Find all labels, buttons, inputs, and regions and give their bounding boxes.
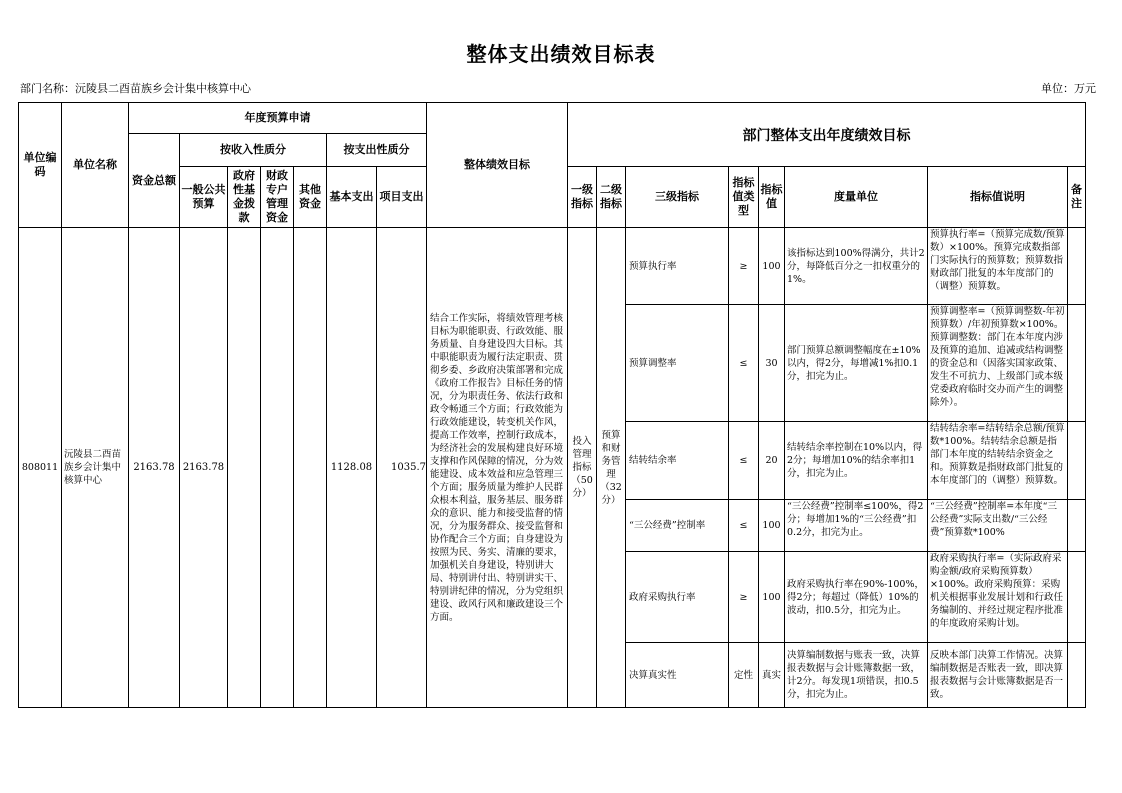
indicator-value: 100: [759, 500, 785, 552]
indicator-type: ≤: [729, 305, 759, 422]
indicator-name: 决算真实性: [626, 643, 729, 708]
indicator-name: 预算调整率: [626, 305, 729, 422]
indicator-name: 政府采购执行率: [626, 552, 729, 643]
header-level2: 二级指标: [597, 167, 626, 228]
indicator-type: ≤: [729, 500, 759, 552]
indicator-value: 100: [759, 228, 785, 305]
header-fiscal-special: 财政专户管理资金: [261, 167, 294, 228]
indicator-desc: 政府采购执行率=（实际政府采购金额/政府采购预算数）×100%。政府采购预算：采购机关根据事业发展计划和行政任务编制的、并经过规定程序批准的年度政府采购计划。: [928, 552, 1068, 643]
indicator-measure: 政府采购执行率在90%-100%，得2分；每超过（降低）10%的波动，扣0.5分，扣完为止。: [785, 552, 928, 643]
indicator-type: ≤: [729, 422, 759, 500]
header-annual-budget: 年度预算申请: [129, 103, 427, 134]
level2-cell: 预算和财务管理（32分）: [597, 228, 626, 708]
currency-unit: 单位：万元: [1041, 82, 1096, 95]
indicator-measure: 部门预算总额调整幅度在±10%以内，得2分，每增减1%扣0.1分，扣完为止。: [785, 305, 928, 422]
unit-name-cell: 沅陵县二酉苗族乡会计集中核算中心: [62, 228, 129, 708]
header-overall-goal: 整体绩效目标: [427, 103, 568, 228]
indicator-desc: 预算执行率=（预算完成数/预算数）×100%。预算完成数指部门实际执行的预算数；预算数指财政部门批复的本年度部门的（调整）预算数。: [928, 228, 1068, 305]
header-level3: 三级指标: [626, 167, 729, 228]
unit-code-cell: 808011: [19, 228, 62, 708]
department-name: 部门名称：沅陵县二酉苗族乡会计集中核算中心: [20, 82, 251, 95]
general-budget-cell: 2163.78: [180, 228, 228, 708]
indicator-name: 预算执行率: [626, 228, 729, 305]
header-total-funds: 资金总额: [129, 134, 180, 228]
basic-expense-cell: 1128.08: [327, 228, 377, 708]
level1-cell: 投入管理指标（50分）: [568, 228, 597, 708]
overall-goal-cell: 结合工作实际，将绩效管理考核目标为职能职责、行政效能、服务质量、自身建设四大目标。其中职能职责为履行法定职责、贯彻乡委、乡政府决策部署和完成《政府工作报告》目标任务的情况，分为职责任务、依法行政和政令畅通三个方面；行政效能为行政效能建设，转变机关作风，提高工作效率，控制行政成本，为经济社会的发展构建良好环境支撑和作风保障的情况，分为效能建设、成本效益和应急管理三个方面；服务质量为维护人民群众根本利益，服务基层、服务群众的意识、能力和接受监督的情况，分为服务群众、接受监督和协作配合三个方面；自身建设为按照为民、务实、清廉的要求，加强机关自身建设，特别讲大局、特别讲付出、特别讲实干、特别讲纪律的情况，分为党组织建设、政风行风和廉政建设三个方面。: [427, 228, 568, 708]
header-other-funds: 其他资金: [294, 167, 327, 228]
indicator-desc: 反映本部门决算工作情况。决算编制数据是否账表一致，即决算报表数据与会计账簿数据是否一致。: [928, 643, 1068, 708]
indicator-remark: [1068, 552, 1086, 643]
header-value-desc: 指标值说明: [928, 167, 1068, 228]
indicator-value: 30: [759, 305, 785, 422]
indicator-value: 100: [759, 552, 785, 643]
indicator-type: ≥: [729, 228, 759, 305]
indicator-measure: 结转结余率控制在10%以内，得2分；每增加10%的结余率扣1分，扣完为止。: [785, 422, 928, 500]
header-basic-expense: 基本支出: [327, 167, 377, 228]
indicator-name: 结转结余率: [626, 422, 729, 500]
header-by-income: 按收入性质分: [180, 134, 327, 167]
indicator-desc: 结转结余率=结转结余总额/预算数*100%。结转结余总额是指部门本年度的结转结余资金之和。预算数是指财政部门批复的本年度部门的（调整）预算数。: [928, 422, 1068, 500]
header-level1: 一级指标: [568, 167, 597, 228]
header-measure: 度量单位: [785, 167, 928, 228]
header-by-expense: 按支出性质分: [327, 134, 427, 167]
performance-table: [18, 102, 1086, 708]
other-funds-cell: [294, 228, 327, 708]
total-funds-cell: 2163.78: [129, 228, 180, 708]
header-dept-goal: 部门整体支出年度绩效目标: [568, 103, 1086, 167]
indicator-desc: 预算调整率=（预算调整数-年初预算数）/年初预算数×100%。预算调整数：部门在本年度内涉及预算的追加、追减或结构调整的资金总和（因落实国家政策、发生不可抗力、上级部门或本级党委政府临时交办而产生的调整除外）。: [928, 305, 1068, 422]
header-unit-name: 单位名称: [62, 103, 129, 228]
gov-fund-cell: [228, 228, 261, 708]
project-expense-cell: 1035.7: [377, 228, 427, 708]
header-general-budget: 一般公共预算: [180, 167, 228, 228]
indicator-remark: [1068, 305, 1086, 422]
indicator-remark: [1068, 422, 1086, 500]
header-value: 指标值: [759, 167, 785, 228]
header-value-type: 指标值类型: [729, 167, 759, 228]
header-gov-fund: 政府性基金拨款: [228, 167, 261, 228]
header-unit-code: 单位编码: [19, 103, 62, 228]
header-remark: 备注: [1068, 167, 1086, 228]
indicator-value: 20: [759, 422, 785, 500]
indicator-type: 定性: [729, 643, 759, 708]
indicator-remark: [1068, 500, 1086, 552]
indicator-type: ≥: [729, 552, 759, 643]
indicator-remark: [1068, 643, 1086, 708]
header-project-expense: 项目支出: [377, 167, 427, 228]
indicator-measure: 决算编制数据与账表一致，决算报表数据与会计账簿数据一致，计2分。每发现1项错误，扣0.5分，扣完为止。: [785, 643, 928, 708]
page-title: 整体支出绩效目标表: [466, 42, 656, 66]
indicator-value: 真实: [759, 643, 785, 708]
fiscal-special-cell: [261, 228, 294, 708]
indicator-desc: “三公经费”控制率=本年度“三公经费”实际支出数/“三公经费”预算数*100%: [928, 500, 1068, 552]
indicator-remark: [1068, 228, 1086, 305]
indicator-name: “三公经费”控制率: [626, 500, 729, 552]
indicator-measure: 该指标达到100%得满分，共计2分，每降低百分之一扣权重分的1%。: [785, 228, 928, 305]
indicator-measure: “三公经费”控制率≤100%，得2分；每增加1%的“三公经费”扣0.2分，扣完为止。: [785, 500, 928, 552]
